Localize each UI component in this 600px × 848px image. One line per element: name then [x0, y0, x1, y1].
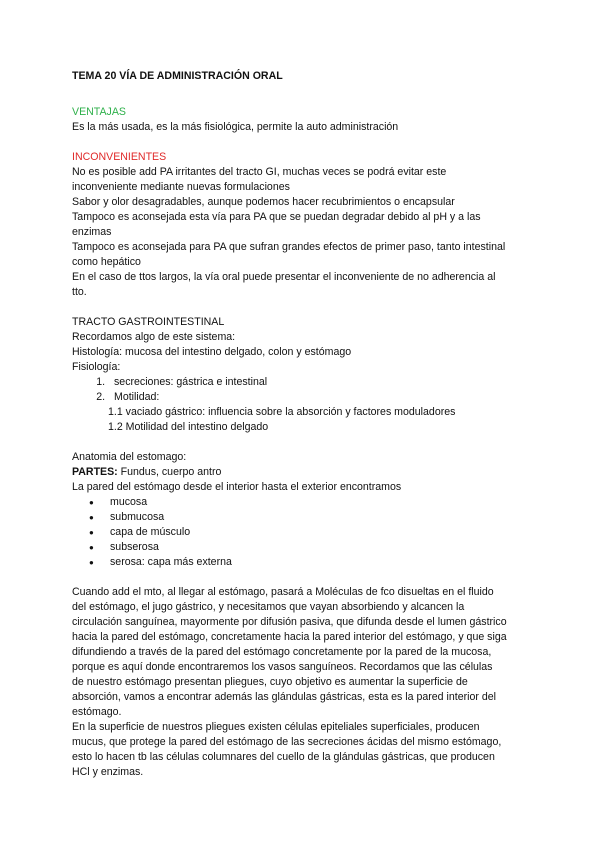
- text-line: hacia la pared del estómago, concretamente hacia la pared interior del estómago, y que siga: [72, 631, 507, 643]
- list-item: 2. Motilidad:: [108, 390, 560, 405]
- text-line: Tampoco es aconsejada esta vía para PA que se puedan degradar debido al pH y a las: [72, 211, 481, 223]
- partes-label: PARTES:: [72, 466, 118, 478]
- list-item: 1. secreciones: gástrica e intestinal: [108, 375, 560, 390]
- sub-list-item: 1.1 vaciado gástrico: influencia sobre la absorción y factores moduladores: [108, 406, 456, 418]
- partes-text: Fundus, cuerpo antro: [117, 466, 222, 478]
- text-line: No es posible add PA irritantes del tracto GI, muchas veces se podrá evitar este: [72, 166, 447, 178]
- capas-list: [72, 495, 560, 570]
- text-line: circulación sanguínea, mayormente por difusión pasiva, que difunda desde el lumen gástrico: [72, 616, 507, 628]
- text-line: mucus, que protege la pared del estómago de las secreciones ácidas del mismo estómago,: [72, 736, 502, 748]
- page-title: TEMA 20 VÍA DE ADMINISTRACIÓN ORAL: [72, 70, 283, 82]
- text-line: estómago.: [72, 706, 122, 718]
- pared-intro: La pared del estómago desde el interior hasta el exterior encontramos: [72, 481, 402, 493]
- text-line: Cuando add el mto, al llegar al estómago, pasará a Moléculas de fco disueltas en el fluido: [72, 586, 494, 598]
- text-line: En la superficie de nuestros pliegues existen células epiteliales superficiales, producen: [72, 721, 480, 733]
- text-line: Sabor y olor desagradables, aunque podemos hacer recubrimientos o encapsular: [72, 196, 455, 208]
- text-line: absorción, vamos a encontrar además las glándulas gástricas, esta es la pared interior del: [72, 691, 496, 703]
- text-line: esto lo hacen tb las células columnares del cuello de la glándulas gástricas, que producen: [72, 751, 495, 763]
- inconvenientes-block: [72, 165, 560, 300]
- text-line: difundiendo a través de la pared del estómago concretamente por la pared de la mucosa,: [72, 646, 492, 658]
- list-item: ● serosa: capa más externa: [110, 555, 560, 570]
- list-item: ● capa de músculo: [110, 525, 560, 540]
- text-line: HCl y enzimas.: [72, 766, 144, 778]
- ventajas-heading: VENTAJAS: [72, 106, 126, 118]
- tracto-heading: TRACTO GASTROINTESTINAL: [72, 316, 225, 328]
- anatomia-heading: Anatomia del estomago:: [72, 451, 187, 463]
- text-line: porque es aquí donde encontraremos los vasos sanguíneos. Recordamos que las células: [72, 661, 493, 673]
- fisiologia-list: [72, 375, 560, 405]
- inconvenientes-heading: INCONVENIENTES: [72, 151, 167, 163]
- text-line: enzimas: [72, 226, 112, 238]
- text-line: de nuestro estómago presentan pliegues, cuyo objetivo es aumentar la superficie de: [72, 676, 468, 688]
- list-item: ● subserosa: [110, 540, 560, 555]
- paragraph-pliegues: [72, 720, 560, 780]
- sub-list-item: 1.2 Motilidad del intestino delgado: [108, 421, 269, 433]
- fisiologia-label: Fisiología:: [72, 361, 121, 373]
- text-line: del estómago, el jugo gástrico, y necesitamos que vayan absorbiendo y alcancen la: [72, 601, 465, 613]
- paragraph-absorcion: [72, 585, 560, 720]
- text-line: En el caso de ttos largos, la vía oral puede presentar el inconveniente de no adherencia al: [72, 271, 496, 283]
- list-item: ● mucosa: [110, 495, 560, 510]
- tracto-intro: Recordamos algo de este sistema:: [72, 331, 236, 343]
- text-line: inconveniente mediante nuevas formulaciones: [72, 181, 290, 193]
- histologia-line: Histología: mucosa del intestino delgado, colon y estómago: [72, 346, 352, 358]
- text-line: tto.: [72, 286, 87, 298]
- list-item: ● submucosa: [110, 510, 560, 525]
- text-line: Tampoco es aconsejada para PA que sufran grandes efectos de primer paso, tanto intestinal: [72, 241, 506, 253]
- text-line: como hepático: [72, 256, 141, 268]
- ventajas-text: Es la más usada, es la más fisiológica, permite la auto administración: [72, 121, 399, 133]
- partes-line: [72, 465, 560, 480]
